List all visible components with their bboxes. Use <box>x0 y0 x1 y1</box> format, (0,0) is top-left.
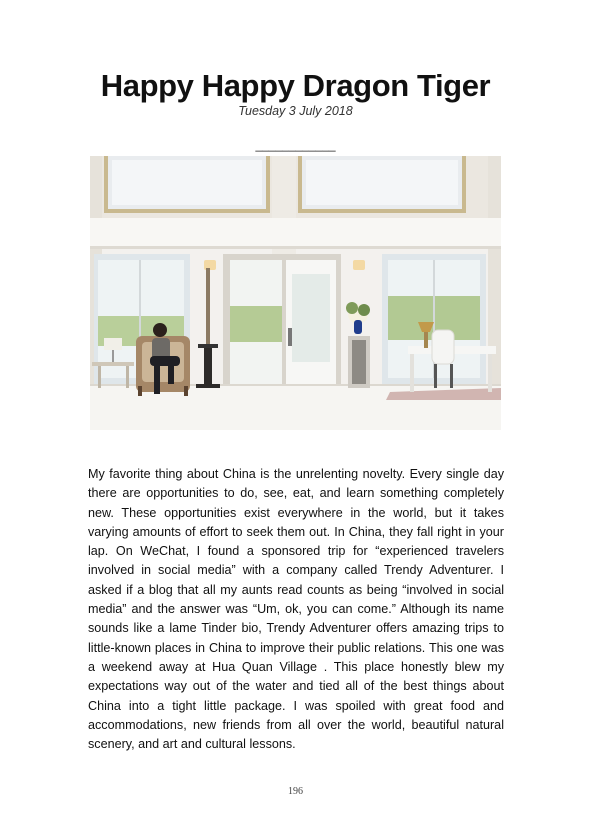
lobby-photo <box>90 156 501 430</box>
article-body: My favorite thing about China is the unrelenting novelty. Every single day there are opportunities to do, see, eat, and learn something completely new. These opportunities exist everywhere in the world, but it takes varying amounts of effort to seek them out. In China, they fall right in your lap. On WeChat, I found a sponsored trip for “experienced travelers involved in social media” with a company called Trendy Adventurer. I asked if a blog that all my aunts read counts as being “involved in social media” and the answer was “Um, ok, you can come.” Although its name sounds like a lame Tinder bio, Trendy Adventurer offers amazing trips to little-known places in China to improve their public relations. This one was a weekend away at Hua Quan Village . This place honestly blew my expectations way out of the water and tied all of the best things about China into a tight little package. I was spoiled with great food and accommodations, new friends from all over the world, beautiful natural scenery, and art and cultural lessons. <box>88 467 504 752</box>
lobby-photo-illustration <box>90 156 501 430</box>
page-number: 196 <box>288 786 303 797</box>
article-title: Happy Happy Dragon Tiger <box>100 68 491 103</box>
title-separator: ____________ <box>255 138 336 152</box>
article-date: Tuesday 3 July 2018 <box>238 104 353 118</box>
